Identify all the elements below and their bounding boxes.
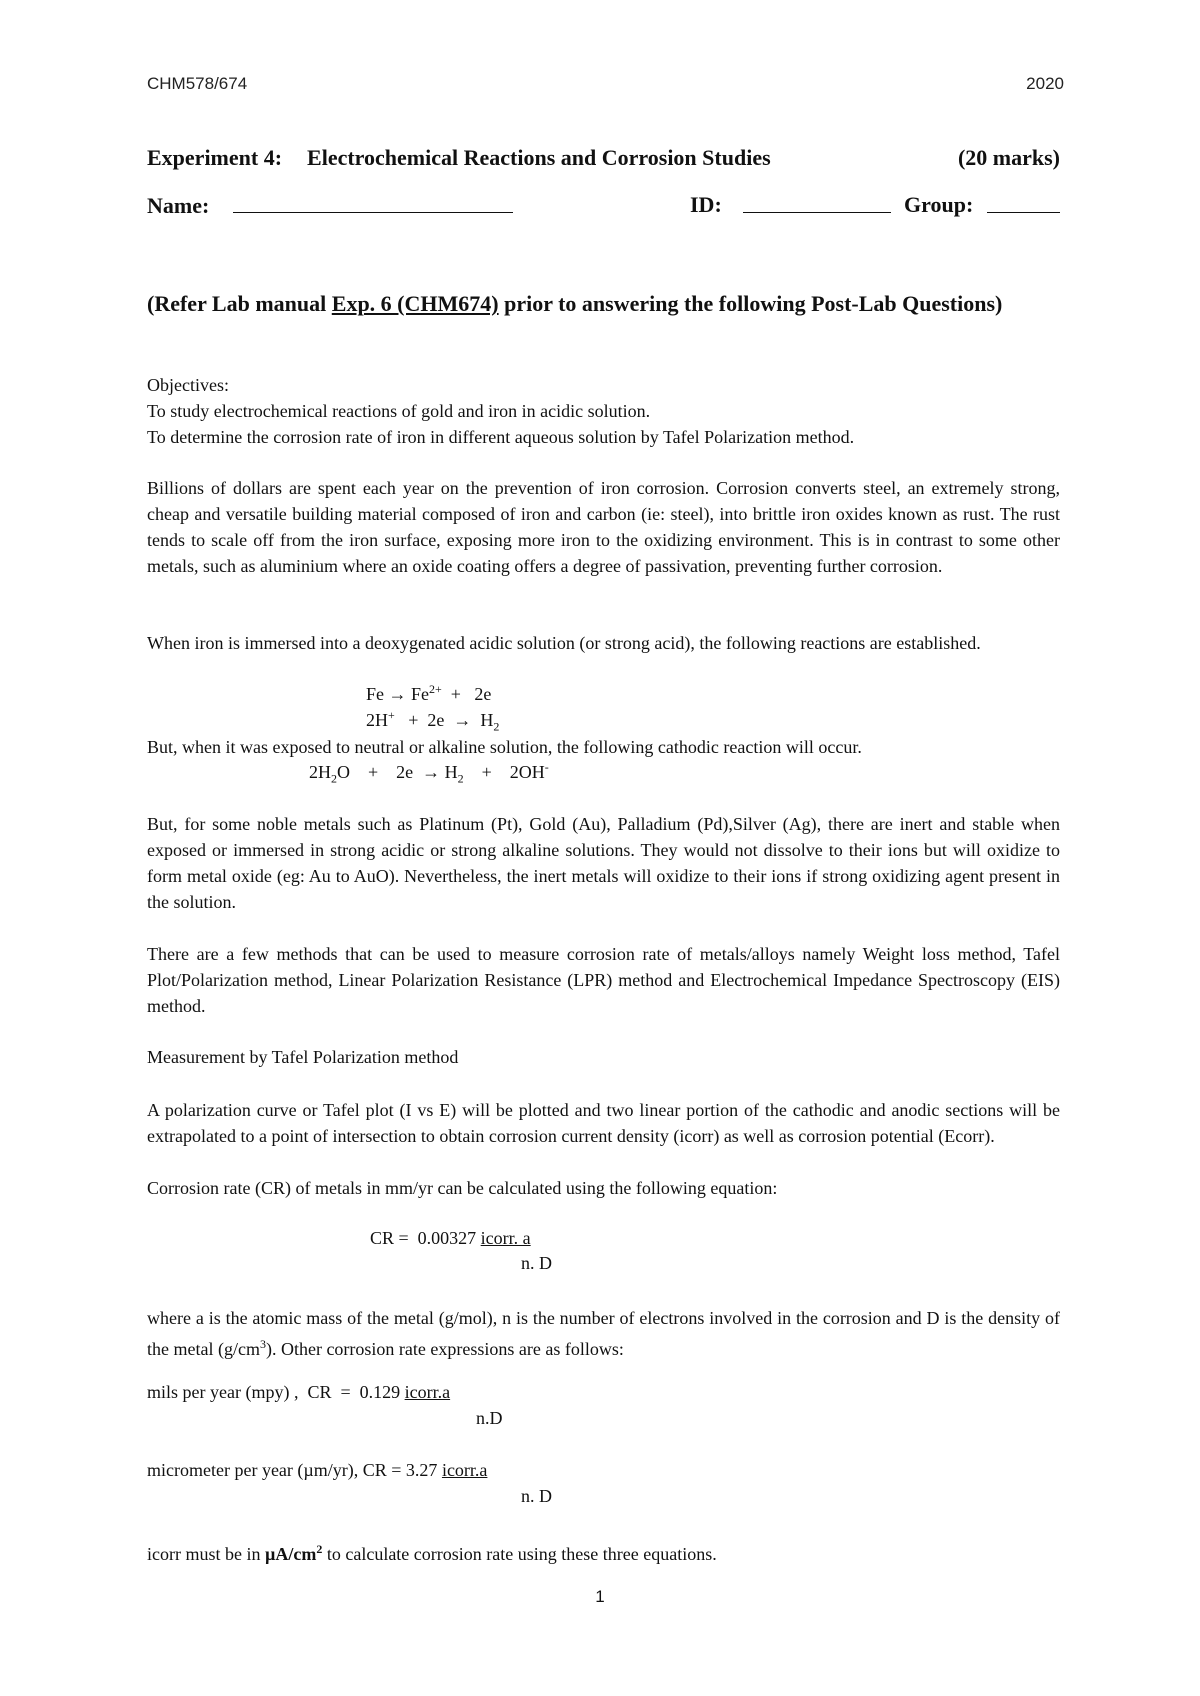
equation-cr-mpy-denominator: n.D	[476, 1408, 503, 1428]
experiment-name: Electrochemical Reactions and Corrosion Studies	[307, 145, 771, 170]
experiment-marks: (20 marks)	[957, 145, 1060, 170]
objective-item: To determine the corrosion rate of iron in different aqueous solution by Tafel Polarization method.	[147, 427, 855, 447]
reaction-iron-oxidation: $Fe \to Fe^{2+} + 2e$	[366, 682, 492, 704]
lab-manual-reference: Exp. 6 (CHM674)	[331, 291, 499, 316]
info-row	[147, 192, 1060, 219]
name-label: Name:	[147, 193, 210, 218]
section-heading-tafel: Measurement by Tafel Polarization method	[147, 1047, 459, 1067]
equation-cr-um-yr-denominator: n. D	[521, 1486, 552, 1506]
paragraph-icorr-units: icorr must be in $\mu A/cm^2$ to calculate corrosion rate using these three equations.	[147, 1542, 717, 1564]
group-label: Group:	[904, 192, 974, 217]
page-number: 1	[595, 1587, 605, 1606]
id-label: ID:	[690, 192, 722, 217]
objectives-heading: Objectives:	[147, 375, 229, 395]
experiment-title	[147, 145, 1060, 171]
reaction-water-reduction: $2H_2O$ + $2e \to H_2$ + 2OH-	[309, 760, 549, 786]
objectives	[147, 372, 1060, 450]
refer-instruction: (Refer Lab manual Exp. 6 (CHM674) prior to answering the following Post-Lab Questions)	[147, 291, 1003, 316]
paragraph-methods: There are a few methods that can be used to measure corrosion rate of metals/alloys namely Weight loss method, Tafel Plot/Polarization method, Linear Polarization Resistance (LPR) method and Electrochemical Impedance Spectroscopy (EIS) method.	[147, 944, 1060, 1016]
objective-item: To study electrochemical reactions of gold and iron in acidic solution.	[147, 401, 651, 421]
course-code: CHM578/674	[147, 74, 248, 93]
equation-cr-mpy: mils per year (mpy) , CR = 0.129 icorr.a	[147, 1382, 451, 1402]
paragraph-polarization-curve: A polarization curve or Tafel plot (I vs E) will be plotted and two linear portion of the cathodic and anodic sections will be extrapolated to a point of intersection to obtain corrosion current density (icorr) as well as corrosion potential (Ecorr).	[147, 1100, 1060, 1146]
experiment-number: Experiment 4:	[147, 145, 283, 170]
paragraph-noble-metals: But, for some noble metals such as Platinum (Pt), Gold (Au), Palladium (Pd),Silver (Ag), there are inert and stable when exposed or immersed in strong acidic or strong alkaline solutions. They would not dissolve to their ions but will oxidize to form metal oxide (eg: Au to AuO). Nevertheless, the inert metals will oxidize to their ions if strong oxidizing agent present in the solution.	[147, 814, 1060, 912]
equation-cr-mm-yr: CR = 0.00327 icorr. a	[370, 1228, 531, 1248]
paragraph-variables: where a is the atomic mass of the metal (g/mol), n is the number of electrons involved in the corrosion and D is the density of the metal $(g/cm^3)$. Other corrosion rate expressions are as follows:	[147, 1308, 1060, 1359]
equation-cr-um-yr: micrometer per year (µm/yr), CR = 3.27 icorr.a	[147, 1460, 488, 1480]
equation-cr-mm-yr-denominator: n. D	[521, 1253, 552, 1273]
year: 2020	[1026, 74, 1064, 93]
paragraph-iron-corrosion: Billions of dollars are spent each year on the prevention of iron corrosion. Corrosion converts steel, an extremely strong, cheap and versatile building material composed of iron and carbon (ie: steel), into brittle iron oxides known as rust. The rust tends to scale off from the iron surface, exposing more iron to the oxidizing environment. This is in contrast to some other metals, such as aluminium where an oxide coating offers a degree of passivation, preventing further corrosion.	[147, 478, 1060, 576]
paragraph-corrosion-rate: Corrosion rate (CR) of metals in mm/yr can be calculated using the following equation:	[147, 1178, 778, 1198]
reaction-hydrogen-evolution: $2H^+ + 2e \to H_2$	[366, 708, 500, 734]
name-field[interactable]	[233, 192, 513, 213]
paragraph-alkaline: But, when it was exposed to neutral or alkaline solution, the following cathodic reaction will occur.	[147, 737, 862, 757]
group-field[interactable]	[987, 192, 1060, 213]
paragraph-acidic-reactions: When iron is immersed into a deoxygenated acidic solution (or strong acid), the following reactions are established.	[147, 633, 981, 653]
id-field[interactable]	[743, 192, 891, 213]
